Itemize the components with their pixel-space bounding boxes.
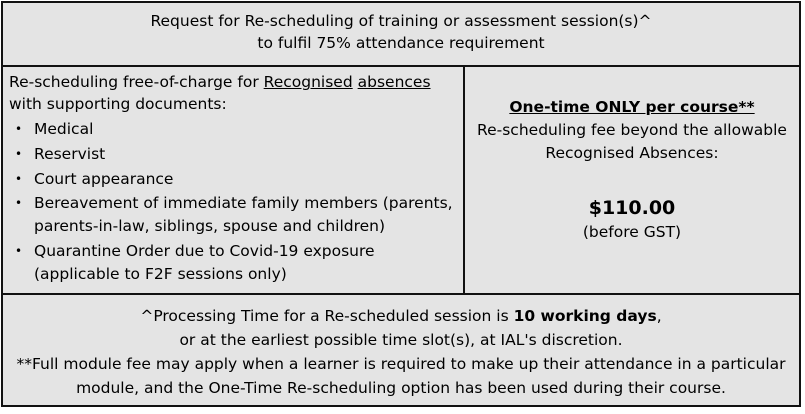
one-time-title: One-time ONLY per course** — [509, 98, 755, 116]
list-item-text: Medical — [34, 120, 94, 138]
list-item-text-line1: Quarantine Order due to Covid-19 exposure — [34, 242, 375, 260]
header-title-line1: Request for Re-scheduling of training or assessment session(s)^ — [150, 12, 652, 30]
intro-prefix: Re-scheduling free-of-charge for — [9, 73, 264, 91]
header-title-line2: to fulfil 75% attendance requirement — [257, 34, 545, 52]
bullet-icon: • — [15, 244, 23, 258]
bullet-icon: • — [15, 122, 23, 136]
table-footer-row — [3, 295, 799, 405]
processing-time-value: 10 working days — [513, 307, 657, 325]
footer-line1-suffix: , — [656, 307, 662, 325]
list-item — [9, 142, 463, 167]
footer-line1-prefix: ^Processing Time for a Re-scheduled session is — [140, 307, 514, 325]
list-item-text-line2: parents-in-law, siblings, spouse and children) — [34, 217, 386, 235]
table-middle-row — [3, 67, 799, 295]
list-item — [9, 117, 463, 142]
fee-description-line2: Recognised Absences: — [545, 144, 719, 162]
rescheduling-policy-table — [1, 1, 801, 407]
footer-line3: **Full module fee may apply when a learner is required to make up their attendance in a particular — [16, 355, 786, 373]
list-item — [9, 192, 463, 238]
table-header-row — [3, 3, 799, 67]
footer-line1 — [3, 304, 799, 328]
list-item-text: Court appearance — [34, 170, 174, 188]
bullet-icon: • — [15, 172, 23, 186]
list-item-text-line1: Bereavement of immediate family members (parents, — [34, 194, 453, 212]
footer-line4: module, and the One-Time Re-scheduling option has been used during their course. — [76, 379, 726, 397]
list-item-text-line2: (applicable to F2F sessions only) — [34, 265, 287, 283]
fee-price: $110.00 — [588, 197, 676, 219]
list-item-text: Reservist — [34, 145, 106, 163]
intro-line2: with supporting documents: — [9, 95, 227, 113]
list-item — [9, 240, 463, 286]
intro-absences: absences — [357, 73, 431, 91]
free-rescheduling-intro — [9, 71, 463, 115]
list-item — [9, 167, 463, 192]
footer-line2: or at the earliest possible time slot(s), at IAL's discretion. — [179, 331, 623, 349]
intro-recognised: Recognised — [263, 73, 353, 91]
recognised-absence-list — [9, 117, 463, 286]
paid-rescheduling-cell — [465, 67, 799, 293]
bullet-icon: • — [15, 196, 23, 210]
bullet-icon: • — [15, 147, 23, 161]
fee-description-line1: Re-scheduling fee beyond the allowable — [477, 121, 787, 139]
free-rescheduling-cell — [3, 67, 465, 293]
fee-price-note: (before GST) — [582, 223, 682, 241]
